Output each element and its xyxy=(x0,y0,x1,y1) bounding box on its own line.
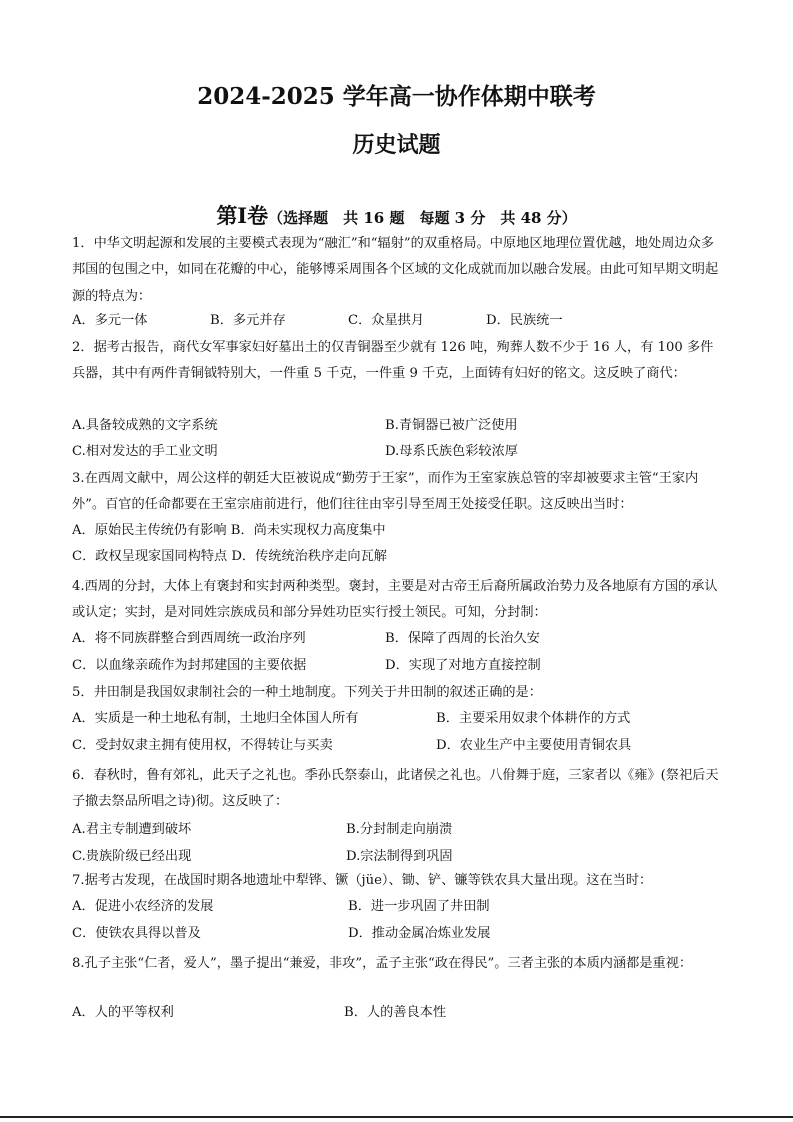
question-7-stem: 7.据考古发现，在战国时期各地遗址中犁铧、镢（jüe）、锄、铲、镰等铁农具大量出现。这在当时： xyxy=(72,873,653,888)
question-6-stem: 6．春秋时，鲁有郊礼，此天子之礼也。季孙氏祭泰山，此诸侯之礼也。八佾舞于庭，三家者以《雍》(祭祀后天子撤去祭品所唱之诗)彻。这反映了： xyxy=(72,768,719,810)
option-cd: C．政权呈现家国同构特点 D．传统统治秩序走向瓦解 xyxy=(72,549,387,564)
subject-title: 历史试题 xyxy=(352,132,441,158)
question-8-stem: 8.孔子主张“仁者，爱人”，墨子提出“兼爱，非攻”，孟子主张“政在得民”。三者主张的本质内涵都是重视： xyxy=(72,956,693,971)
option-d: D．推动金属冶炼业发展 xyxy=(348,926,491,941)
option-d: D．民族统一 xyxy=(486,313,563,328)
option-c: C.相对发达的手工业文明 xyxy=(72,444,218,459)
option-d: D．农业生产中主要使用青铜农具 xyxy=(436,738,632,753)
option-a: A．实质是一种土地私有制，土地归全体国人所有 xyxy=(72,711,359,726)
option-c: C．受封奴隶主拥有使用权，不得转让与买卖 xyxy=(72,738,333,753)
option-d: D.宗法制得到巩固 xyxy=(346,849,453,864)
option-ab: A．原始民主传统仍有影响 B．尚未实现权力高度集中 xyxy=(72,523,386,538)
option-b: B．人的善良本性 xyxy=(344,1005,447,1020)
section-note: （选择题 共 16 题 每题 3 分 共 48 分） xyxy=(268,209,577,227)
question-4-stem: 4.西周的分封，大体上有褒封和实封两种类型。褒封，主要是对古帝王后裔所属政治势力及各地原有方国的承认或认定；实封，是对同姓宗族成员和部分异姓功臣实行授土领民。可知，分封制： xyxy=(72,579,718,621)
option-a: A．人的平等权利 xyxy=(72,1005,174,1020)
exam-title: 2024-2025 学年高一协作体期中联考 xyxy=(197,83,596,110)
section-heading xyxy=(0,200,793,230)
page-bottom-rule xyxy=(0,1116,793,1118)
option-a: A.具备较成熟的文字系统 xyxy=(72,418,218,433)
question-2-stem: 2．据考古报告，商代女军事家妇好墓出土的仅青铜器至少就有 126 吨，殉葬人数不少于 16 人，有 100 多件兵器，其中有两件青铜钺特别大，一件重 5 千克，一件重 9 千克，上面铸有妇好的铭文。这反映了商代： xyxy=(72,340,714,382)
option-c: C．使铁农具得以普及 xyxy=(72,926,201,941)
option-b: B.青铜器已被广泛使用 xyxy=(385,418,518,433)
option-d: D.母系氏族色彩较浓厚 xyxy=(385,444,518,459)
option-b: B．多元并存 xyxy=(210,313,286,328)
option-a: A．多元一体 xyxy=(72,313,148,328)
option-c: C．以血缘亲疏作为封邦建国的主要依据 xyxy=(72,658,307,673)
question-1-stem: 1．中华文明起源和发展的主要模式表现为“融汇”和“辐射”的双重格局。中原地区地理位置优越，地处周边众多邦国的包围之中，如同在花瓣的中心，能够博采周围各个区域的文化成就而加以融合发展。由此可知早期文明起源的特点为： xyxy=(72,236,719,304)
option-b: B．主要采用奴隶个体耕作的方式 xyxy=(436,711,631,726)
option-c: C．众星拱月 xyxy=(348,313,425,328)
section-label: 第Ⅰ卷 xyxy=(216,203,269,228)
question-5-stem: 5．井田制是我国奴隶制社会的一种土地制度。下列关于井田制的叙述正确的是： xyxy=(72,685,542,700)
option-d: D．实现了对地方直接控制 xyxy=(385,658,541,673)
option-a: A.君主专制遭到破坏 xyxy=(72,822,192,837)
question-3-stem: 3.在西周文献中，周公这样的朝廷大臣被说成“勤劳于王家”，而作为王室家族总管的宰却被要求主管“王家内外”。百官的任命都要在王室宗庙前进行，他们往往由宰引导至周王处接受任职。这反映出当时： xyxy=(72,471,699,513)
option-a: A．将不同族群整合到西周统一政治序列 xyxy=(72,631,306,646)
option-b: B．保障了西周的长治久安 xyxy=(385,631,540,646)
option-b: B．进一步巩固了井田制 xyxy=(348,899,490,914)
option-c: C.贵族阶级已经出现 xyxy=(72,849,192,864)
option-a: A．促进小农经济的发展 xyxy=(72,899,214,914)
option-b: B.分封制走向崩溃 xyxy=(346,822,453,837)
